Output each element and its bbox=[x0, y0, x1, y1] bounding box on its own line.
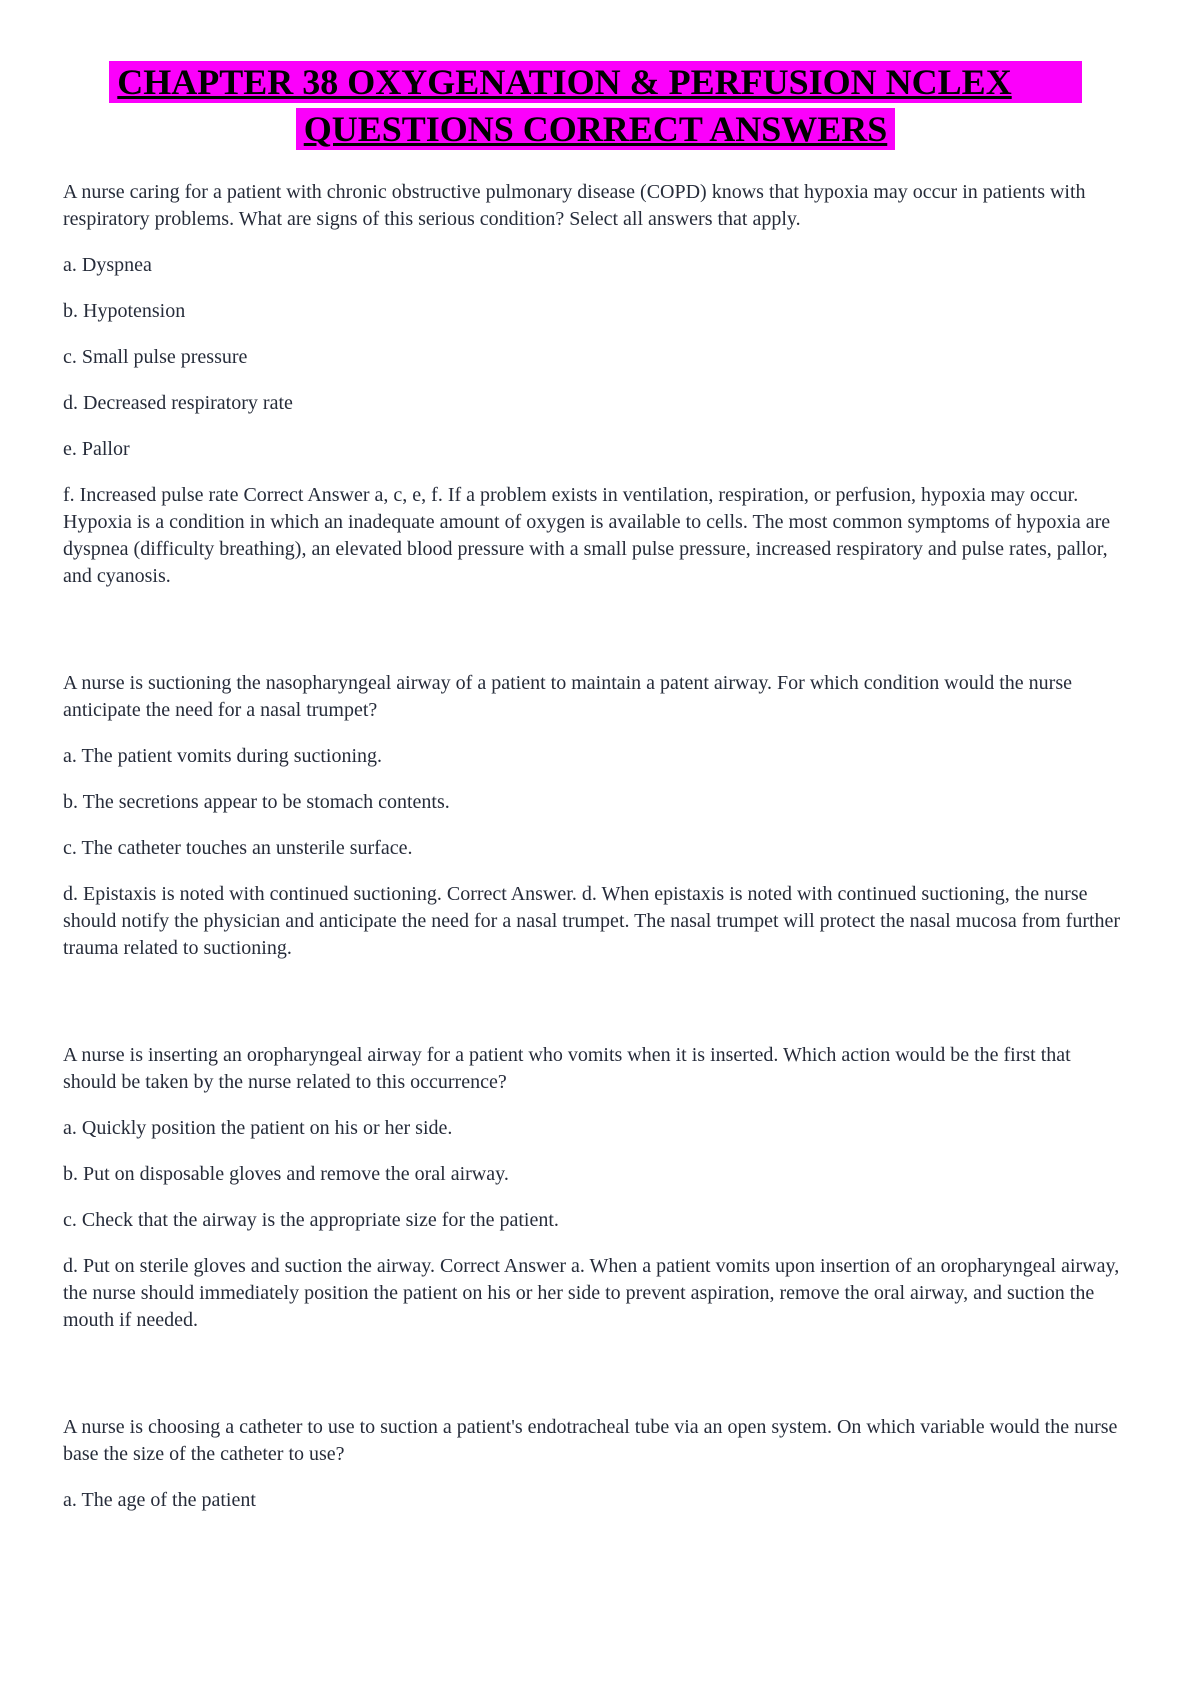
document-title bbox=[63, 59, 1128, 153]
question-block bbox=[63, 179, 1128, 590]
question-block bbox=[63, 1042, 1128, 1334]
answer-option: c. The catheter touches an unsterile surface. bbox=[63, 837, 413, 859]
question-stem: A nurse is inserting an oropharyngeal airway for a patient who vomits when it is inserted. Which action would be the first that should be taken by the nurse related to this occurrence? bbox=[63, 1044, 1071, 1093]
answer-option: c. Check that the airway is the appropriate size for the patient. bbox=[63, 1209, 559, 1231]
answer-option: b. Hypotension bbox=[63, 300, 186, 322]
answer-option: b. The secretions appear to be stomach contents. bbox=[63, 791, 450, 813]
answer-option: b. Put on disposable gloves and remove the oral airway. bbox=[63, 1163, 509, 1185]
question-stem: A nurse is choosing a catheter to use to suction a patient's endotracheal tube via an open system. On which variable would the nurse base the size of the catheter to use? bbox=[63, 1416, 1118, 1465]
question-stem: A nurse is suctioning the nasopharyngeal airway of a patient to maintain a patent airway. For which condition would the nurse anticipate the need for a nasal trumpet? bbox=[63, 672, 1073, 721]
questions-container bbox=[63, 179, 1128, 1514]
answer-option: e. Pallor bbox=[63, 438, 130, 460]
answer-option: d. Epistaxis is noted with continued suctioning. Correct Answer. d. When epistaxis is noted with continued suctioning, the nurse should notify the physician and anticipate the need for a nasal trumpet. The nasal trumpet will protect the nasal mucosa from further trauma related to suctioning. bbox=[63, 883, 1121, 959]
answer-option: a. Dyspnea bbox=[63, 254, 152, 276]
question-block bbox=[63, 670, 1128, 962]
answer-option: a. The patient vomits during suctioning. bbox=[63, 745, 383, 767]
answer-option: d. Decreased respiratory rate bbox=[63, 392, 293, 414]
title-line-2: QUESTIONS CORRECT ANSWERS bbox=[296, 108, 896, 150]
title-line-1: CHAPTER 38 OXYGENATION & PERFUSION NCLEX bbox=[109, 61, 1081, 103]
question-stem: A nurse caring for a patient with chronic obstructive pulmonary disease (COPD) knows that hypoxia may occur in patients with respiratory problems. What are signs of this serious condition? Select all answers that apply. bbox=[63, 181, 1086, 230]
answer-option: f. Increased pulse rate Correct Answer a, c, e, f. If a problem exists in ventilation, respiration, or perfusion, hypoxia may occur. Hypoxia is a condition in which an inadequate amount of oxygen is available to cells. The most common symptoms of hypoxia are dyspnea (difficulty breathing), an elevated blood pressure with a small pulse pressure, increased respiratory and pulse rates, pallor, and cyanosis. bbox=[63, 484, 1111, 587]
answer-option: d. Put on sterile gloves and suction the airway. Correct Answer a. When a patient vomits upon insertion of an oropharyngeal airway, the nurse should immediately position the patient on his or her side to prevent aspiration, remove the oral airway, and suction the mouth if needed. bbox=[63, 1255, 1120, 1331]
answer-option: c. Small pulse pressure bbox=[63, 346, 248, 368]
question-block bbox=[63, 1414, 1128, 1514]
answer-option: a. The age of the patient bbox=[63, 1489, 256, 1511]
answer-option: a. Quickly position the patient on his or her side. bbox=[63, 1117, 453, 1139]
